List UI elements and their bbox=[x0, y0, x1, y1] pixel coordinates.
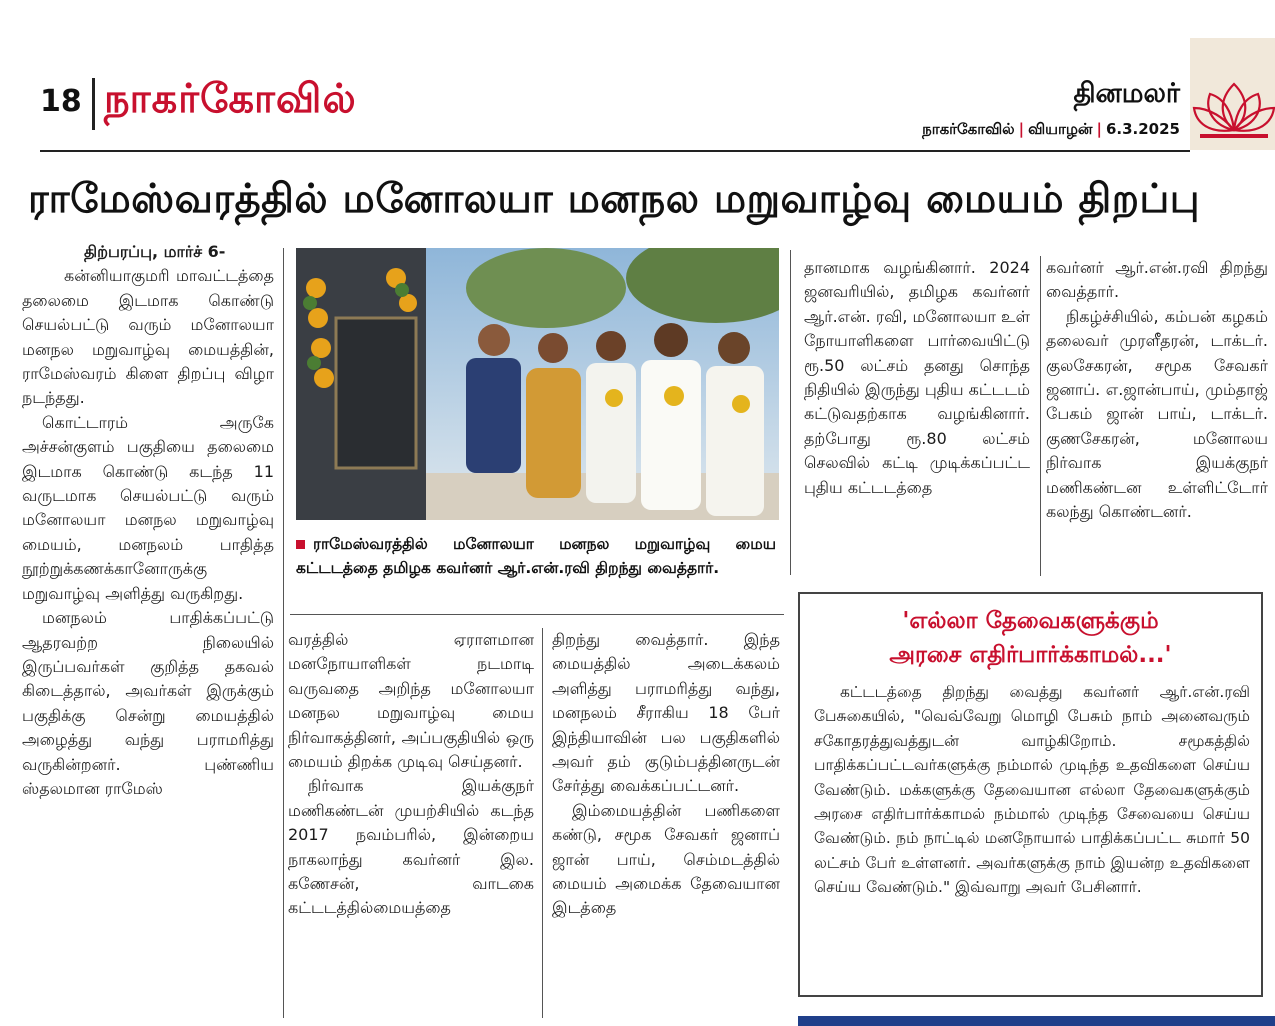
lotus-logo-icon bbox=[1190, 38, 1275, 150]
quote-title-line-2: அரசை எதிர்பார்க்காமல்...' bbox=[889, 642, 1172, 668]
paragraph: வரத்தில் ஏராளமான மனநோயாளிகள் நடமாடி வருவதை அறிந்த மனோலயா மனநல மறுவாழ்வு மைய நிர்வாகத்தினர், அப்பகுதியில் ஒரு மையம் திறக்க முடிவு செய்தனர். bbox=[288, 630, 534, 772]
paragraph: திறந்து வைத்தார். இந்த மையத்தில் அடைக்கலம் அளித்து பராமரித்து வந்து, மனநலம் சீராகிய 18 பேர் இந்தியாவின் பல பகுதிகளில் அவர் தம் குடும்பத்தினருடன் சேர்த்து வைக்கப்பட்டனர். bbox=[552, 630, 780, 796]
column-divider bbox=[283, 248, 284, 1018]
paragraph: தானமாக வழங்கினார். 2024 ஜனவரியில், தமிழக கவர்னர் ஆர்.என். ரவி, மனோலயா உள் நோயாளிகளை பார்வையிட்டு ரூ.50 லட்சம் தனது சொந்த நிதியில் இருந்து புதிய கட்டடம் கட்டுவதற்காக வழங்கினார். தற்போது ரூ.80 லட்சம் செலவில் கட்டி முடிக்கப்பட்ட புதிய கட்டடத்தை bbox=[804, 258, 1030, 497]
paragraph: கன்னியாகுமரி மாவட்டத்தை தலைமை இடமாக கொண்டு செயல்பட்டு வரும் மனோலயா மனநல மறுவாழ்வு மையத்தின், ராமேஸ்வரம் கிளை திறப்பு விழா நடந்தது. bbox=[22, 266, 274, 408]
article-column-5 bbox=[1046, 256, 1268, 578]
photo-caption bbox=[296, 532, 776, 580]
edition-day: வியாழன் bbox=[1028, 120, 1093, 138]
quote-title-line-1: 'எல்லா தேவைகளுக்கும் bbox=[902, 608, 1159, 634]
paragraph: இம்மையத்தின் பணிகளை கண்டு, சமூக சேவகர் ஜனாப் ஜான் பாய், செம்மடத்தில் மையம் அமைக்க தேவையான இடத்தை bbox=[552, 800, 780, 918]
paragraph: கொட்டாரம் அருகே அச்சன்குளம் பகுதியை தலைமை இடமாக கொண்டு கடந்த 11 வருடமாக செயல்பட்டு வரும் மனோலயா மனநல மறுவாழ்வு மையம், மனநலம் பாதித்த நூற்றுக்கணக்கானோருக்கு மறுவாழ்வு அளித்து வருகிறது. bbox=[22, 412, 274, 603]
caption-rule bbox=[290, 614, 784, 615]
edition-name: நாகர்கோவில் bbox=[922, 120, 1015, 138]
article-column-4 bbox=[804, 256, 1030, 578]
article-dateline: திற்பரப்பு, மார்ச் 6- bbox=[84, 242, 226, 261]
edition-dateline: நாகர்கோவில் | வியாழன் | 6.3.2025 bbox=[922, 120, 1180, 138]
caption-marker-icon bbox=[296, 540, 305, 549]
quote-title bbox=[800, 604, 1261, 672]
article-column-2 bbox=[288, 628, 534, 1018]
bottom-ad-strip bbox=[798, 1016, 1275, 1026]
column-divider bbox=[790, 250, 791, 575]
paragraph: கவர்னர் ஆர்.என்.ரவி திறந்து வைத்தார். bbox=[1046, 258, 1268, 302]
paragraph: நிர்வாக இயக்குநர் மணிகண்டன் முயற்சியில் கடந்த 2017 நவம்பரில், இன்றைய நாகலாந்து கவர்னர் இல. கணேசன், வாடகை கட்டடத்தில்மையத்தை bbox=[288, 776, 534, 918]
masthead-divider bbox=[92, 78, 95, 130]
section-title: நாகர்கோவில் bbox=[104, 76, 357, 122]
edition-date: 6.3.2025 bbox=[1105, 120, 1180, 138]
newspaper-brand: தினமலர் bbox=[1073, 78, 1180, 109]
column-divider bbox=[1040, 256, 1041, 576]
paragraph: மனநலம் பாதிக்கப்பட்டு ஆதரவற்ற நிலையில் இருப்பவர்கள் குறித்த தகவல் கிடைத்தால், அவர்கள் இருக்கும் பகுதிக்கு சென்று மையத்தில் அழைத்து வந்து பராமரித்து வருகின்றனர். புண்ணிய ஸ்தலமான ராமேஸ் bbox=[22, 608, 274, 798]
article-headline: ராமேஸ்வரத்தில் மனோலயா மனநல மறுவாழ்வு மையம் திறப்பு bbox=[28, 176, 1201, 222]
quote-body bbox=[814, 680, 1250, 900]
quote-paragraph: கட்டடத்தை திறந்து வைத்து கவர்னர் ஆர்.என்.ரவி பேசுகையில், "வெவ்வேறு மொழி பேசும் நாம் அனைவரும் சகோதரத்துவத்துடன் வாழ்கிறோம். சமூகத்தில் பாதிக்கப்பட்டவர்களுக்கு நம்மால் முடிந்த உதவிகளை செய்ய வேண்டும். மக்களுக்கு தேவையான எல்லா தேவைகளுக்கும் அரசை எதிர்பார்க்காமல் நம்மால் முடிந்த சேவையை செய்ய வேண்டும். நம் நாட்டில் மனநோயால் பாதிக்கப்பட்ட சுமார் 50 லட்சம் பேர் உள்ளனர். அவர்களுக்கு நாம் இயன்ற உதவிகளை செய்ய வேண்டும்." இவ்வாறு அவர் பேசினார். bbox=[814, 683, 1250, 897]
photo-caption-text: ராமேஸ்வரத்தில் மனோலயா மனநல மறுவாழ்வு மைய கட்டடத்தை தமிழக கவர்னர் ஆர்.என்.ரவி திறந்து வைத்தார். bbox=[296, 535, 776, 577]
column-divider bbox=[542, 628, 543, 1018]
masthead-rule bbox=[40, 150, 1190, 152]
paragraph: நிகழ்ச்சியில், கம்பன் கழகம் தலைவர் முரளீதரன், டாக்டர். குலசேகரன், சமூக சேவகர் ஜனாப். எ.ஜான்பாய், மும்தாஜ் பேகம் ஜான் பாய், டாக்டர். குணசேகரன், மனோலய நிர்வாக இயக்குநர் மணிகண்டன உள்ளிட்டோர் கலந்து கொண்டனர். bbox=[1046, 306, 1268, 522]
article-column-1 bbox=[22, 240, 274, 1020]
article-dateline-line bbox=[22, 240, 274, 264]
article-column-3 bbox=[552, 628, 780, 1018]
quote-box bbox=[798, 592, 1263, 997]
page-number: 18 bbox=[40, 84, 82, 119]
article-photo bbox=[296, 248, 779, 520]
